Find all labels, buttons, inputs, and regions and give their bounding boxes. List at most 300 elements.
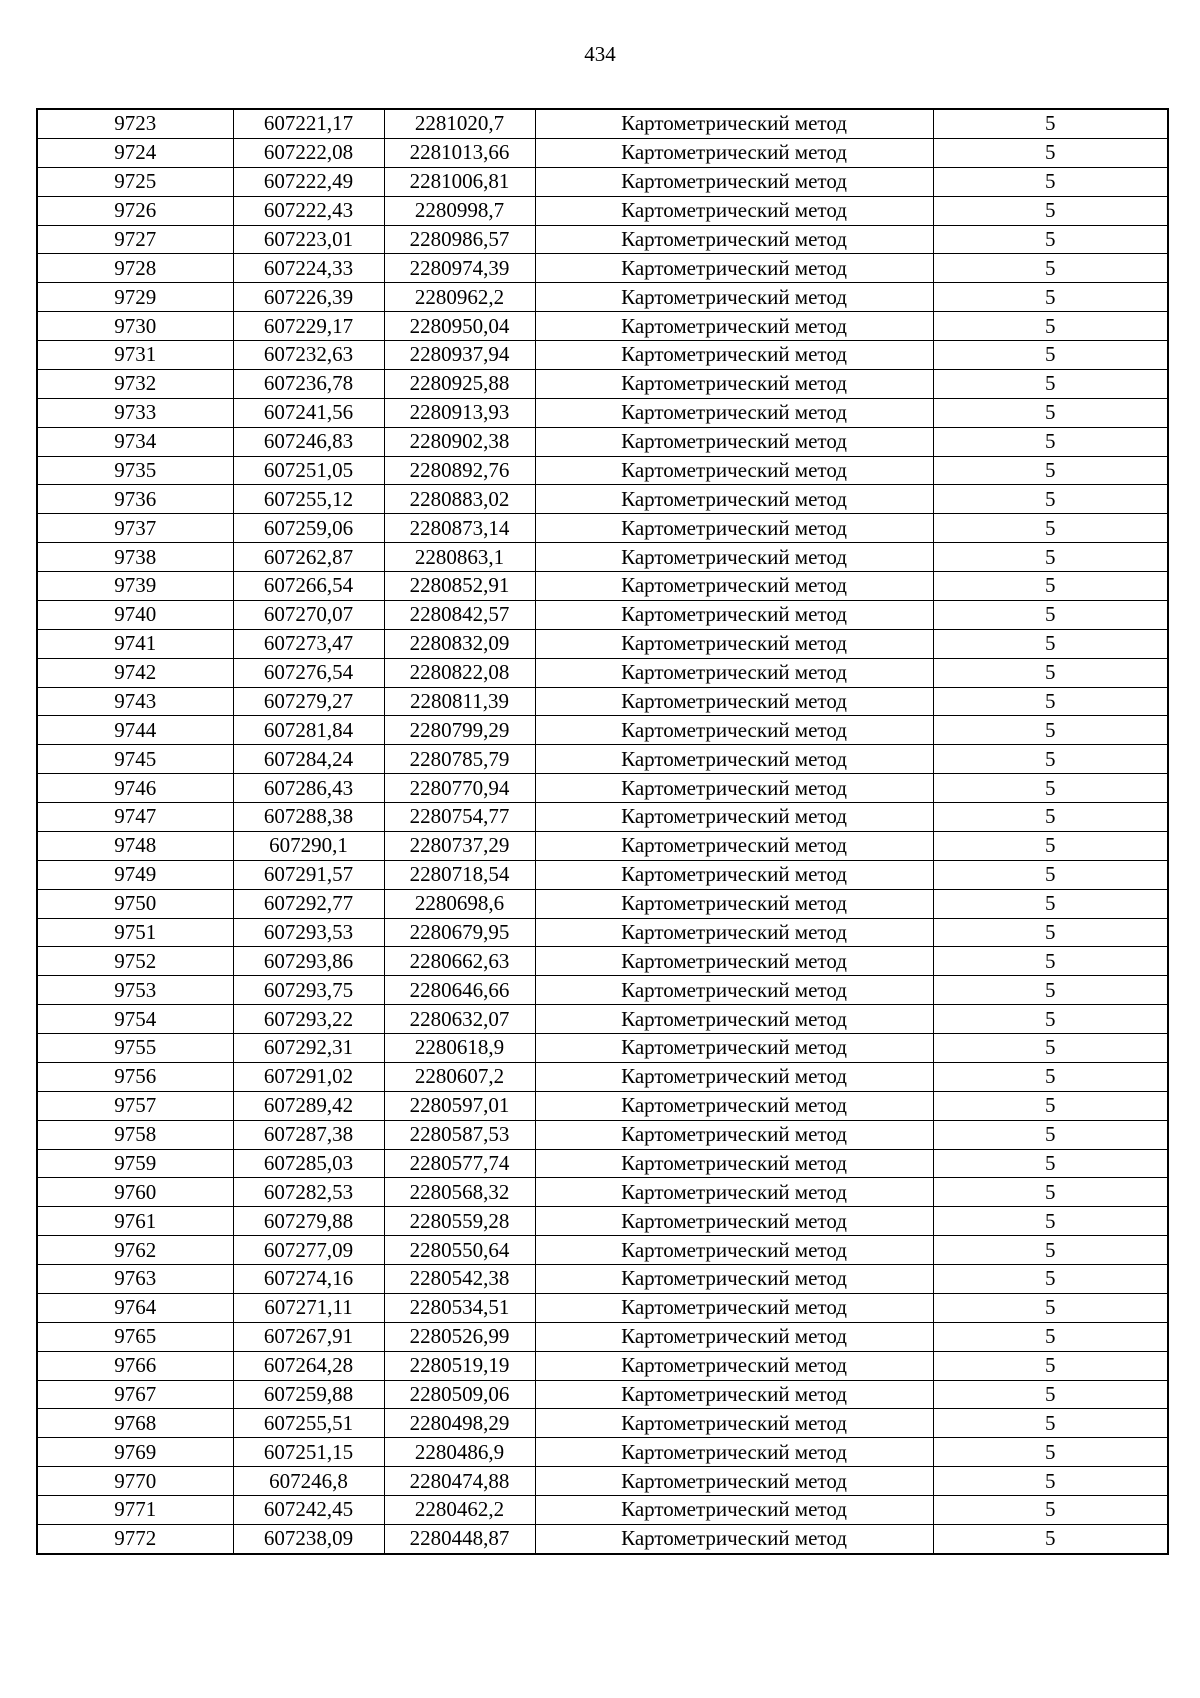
x-coordinate-cell: 607293,86 — [233, 947, 384, 976]
accuracy-cell: 5 — [933, 543, 1168, 572]
table-row — [37, 109, 1168, 138]
point-number-cell: 9730 — [37, 312, 233, 341]
accuracy-cell: 5 — [933, 1467, 1168, 1496]
method-cell: Картометрический метод — [535, 1149, 933, 1178]
method-cell: Картометрический метод — [535, 803, 933, 832]
point-number-cell: 9736 — [37, 485, 233, 514]
point-number-cell: 9745 — [37, 745, 233, 774]
method-cell: Картометрический метод — [535, 283, 933, 312]
y-coordinate-cell: 2280679,95 — [384, 918, 535, 947]
method-cell: Картометрический метод — [535, 427, 933, 456]
method-cell: Картометрический метод — [535, 1496, 933, 1525]
point-number-cell: 9766 — [37, 1351, 233, 1380]
table-row — [37, 774, 1168, 803]
point-number-cell: 9751 — [37, 918, 233, 947]
point-number-cell: 9760 — [37, 1178, 233, 1207]
y-coordinate-cell: 2280925,88 — [384, 369, 535, 398]
accuracy-cell: 5 — [933, 398, 1168, 427]
point-number-cell: 9727 — [37, 225, 233, 254]
table-row — [37, 745, 1168, 774]
method-cell: Картометрический метод — [535, 572, 933, 601]
x-coordinate-cell: 607292,31 — [233, 1034, 384, 1063]
y-coordinate-cell: 2280974,39 — [384, 254, 535, 283]
table-row — [37, 918, 1168, 947]
table-row — [37, 1034, 1168, 1063]
y-coordinate-cell: 2280832,09 — [384, 629, 535, 658]
x-coordinate-cell: 607223,01 — [233, 225, 384, 254]
table-row — [37, 369, 1168, 398]
table-row — [37, 1438, 1168, 1467]
y-coordinate-cell: 2280662,63 — [384, 947, 535, 976]
method-cell: Картометрический метод — [535, 1062, 933, 1091]
x-coordinate-cell: 607293,75 — [233, 976, 384, 1005]
table-row — [37, 976, 1168, 1005]
accuracy-cell: 5 — [933, 341, 1168, 370]
point-number-cell: 9747 — [37, 803, 233, 832]
x-coordinate-cell: 607251,15 — [233, 1438, 384, 1467]
x-coordinate-cell: 607273,47 — [233, 629, 384, 658]
x-coordinate-cell: 607292,77 — [233, 889, 384, 918]
accuracy-cell: 5 — [933, 254, 1168, 283]
y-coordinate-cell: 2280698,6 — [384, 889, 535, 918]
x-coordinate-cell: 607274,16 — [233, 1265, 384, 1294]
point-number-cell: 9752 — [37, 947, 233, 976]
x-coordinate-cell: 607293,53 — [233, 918, 384, 947]
accuracy-cell: 5 — [933, 485, 1168, 514]
accuracy-cell: 5 — [933, 831, 1168, 860]
point-number-cell: 9764 — [37, 1293, 233, 1322]
point-number-cell: 9749 — [37, 860, 233, 889]
method-cell: Картометрический метод — [535, 254, 933, 283]
accuracy-cell: 5 — [933, 109, 1168, 138]
table-row — [37, 600, 1168, 629]
accuracy-cell: 5 — [933, 1496, 1168, 1525]
x-coordinate-cell: 607267,91 — [233, 1322, 384, 1351]
accuracy-cell: 5 — [933, 1207, 1168, 1236]
x-coordinate-cell: 607289,42 — [233, 1091, 384, 1120]
table-row — [37, 283, 1168, 312]
point-number-cell: 9746 — [37, 774, 233, 803]
accuracy-cell: 5 — [933, 312, 1168, 341]
x-coordinate-cell: 607282,53 — [233, 1178, 384, 1207]
y-coordinate-cell: 2280754,77 — [384, 803, 535, 832]
x-coordinate-cell: 607270,07 — [233, 600, 384, 629]
accuracy-cell: 5 — [933, 514, 1168, 543]
method-cell: Картометрический метод — [535, 947, 933, 976]
accuracy-cell: 5 — [933, 600, 1168, 629]
table-row — [37, 196, 1168, 225]
method-cell: Картометрический метод — [535, 456, 933, 485]
accuracy-cell: 5 — [933, 860, 1168, 889]
x-coordinate-cell: 607279,27 — [233, 687, 384, 716]
table-row — [37, 658, 1168, 687]
point-number-cell: 9765 — [37, 1322, 233, 1351]
accuracy-cell: 5 — [933, 167, 1168, 196]
point-number-cell: 9729 — [37, 283, 233, 312]
y-coordinate-cell: 2280902,38 — [384, 427, 535, 456]
table-row — [37, 254, 1168, 283]
y-coordinate-cell: 2280962,2 — [384, 283, 535, 312]
point-number-cell: 9762 — [37, 1236, 233, 1265]
x-coordinate-cell: 607232,63 — [233, 341, 384, 370]
table-row — [37, 716, 1168, 745]
accuracy-cell: 5 — [933, 427, 1168, 456]
y-coordinate-cell: 2280486,9 — [384, 1438, 535, 1467]
y-coordinate-cell: 2280998,7 — [384, 196, 535, 225]
point-number-cell: 9723 — [37, 109, 233, 138]
x-coordinate-cell: 607291,02 — [233, 1062, 384, 1091]
method-cell: Картометрический метод — [535, 196, 933, 225]
point-number-cell: 9768 — [37, 1409, 233, 1438]
accuracy-cell: 5 — [933, 918, 1168, 947]
table-row — [37, 543, 1168, 572]
method-cell: Картометрический метод — [535, 485, 933, 514]
method-cell: Картометрический метод — [535, 138, 933, 167]
accuracy-cell: 5 — [933, 1120, 1168, 1149]
method-cell: Картометрический метод — [535, 1380, 933, 1409]
y-coordinate-cell: 2280873,14 — [384, 514, 535, 543]
point-number-cell: 9761 — [37, 1207, 233, 1236]
table-row — [37, 1062, 1168, 1091]
point-number-cell: 9750 — [37, 889, 233, 918]
accuracy-cell: 5 — [933, 572, 1168, 601]
accuracy-cell: 5 — [933, 947, 1168, 976]
y-coordinate-cell: 2280509,06 — [384, 1380, 535, 1409]
x-coordinate-cell: 607293,22 — [233, 1005, 384, 1034]
y-coordinate-cell: 2280785,79 — [384, 745, 535, 774]
table-row — [37, 1091, 1168, 1120]
method-cell: Картометрический метод — [535, 225, 933, 254]
x-coordinate-cell: 607238,09 — [233, 1524, 384, 1553]
x-coordinate-cell: 607222,43 — [233, 196, 384, 225]
x-coordinate-cell: 607255,12 — [233, 485, 384, 514]
y-coordinate-cell: 2280462,2 — [384, 1496, 535, 1525]
point-number-cell: 9737 — [37, 514, 233, 543]
accuracy-cell: 5 — [933, 1438, 1168, 1467]
accuracy-cell: 5 — [933, 803, 1168, 832]
y-coordinate-cell: 2280950,04 — [384, 312, 535, 341]
table-row — [37, 860, 1168, 889]
point-number-cell: 9724 — [37, 138, 233, 167]
point-number-cell: 9772 — [37, 1524, 233, 1553]
method-cell: Картометрический метод — [535, 341, 933, 370]
accuracy-cell: 5 — [933, 774, 1168, 803]
point-number-cell: 9725 — [37, 167, 233, 196]
accuracy-cell: 5 — [933, 1062, 1168, 1091]
point-number-cell: 9767 — [37, 1380, 233, 1409]
x-coordinate-cell: 607271,11 — [233, 1293, 384, 1322]
table-row — [37, 687, 1168, 716]
accuracy-cell: 5 — [933, 225, 1168, 254]
x-coordinate-cell: 607236,78 — [233, 369, 384, 398]
method-cell: Картометрический метод — [535, 167, 933, 196]
point-number-cell: 9770 — [37, 1467, 233, 1496]
table-row — [37, 1293, 1168, 1322]
point-number-cell: 9726 — [37, 196, 233, 225]
y-coordinate-cell: 2280597,01 — [384, 1091, 535, 1120]
x-coordinate-cell: 607277,09 — [233, 1236, 384, 1265]
point-number-cell: 9738 — [37, 543, 233, 572]
x-coordinate-cell: 607266,54 — [233, 572, 384, 601]
method-cell: Картометрический метод — [535, 109, 933, 138]
point-number-cell: 9733 — [37, 398, 233, 427]
x-coordinate-cell: 607285,03 — [233, 1149, 384, 1178]
table-row — [37, 1207, 1168, 1236]
x-coordinate-cell: 607241,56 — [233, 398, 384, 427]
y-coordinate-cell: 2280618,9 — [384, 1034, 535, 1063]
accuracy-cell: 5 — [933, 889, 1168, 918]
accuracy-cell: 5 — [933, 1091, 1168, 1120]
point-number-cell: 9748 — [37, 831, 233, 860]
point-number-cell: 9732 — [37, 369, 233, 398]
x-coordinate-cell: 607287,38 — [233, 1120, 384, 1149]
method-cell: Картометрический метод — [535, 312, 933, 341]
table-row — [37, 572, 1168, 601]
y-coordinate-cell: 2280892,76 — [384, 456, 535, 485]
point-number-cell: 9734 — [37, 427, 233, 456]
x-coordinate-cell: 607222,49 — [233, 167, 384, 196]
y-coordinate-cell: 2280852,91 — [384, 572, 535, 601]
x-coordinate-cell: 607242,45 — [233, 1496, 384, 1525]
page-number: 434 — [584, 42, 616, 66]
accuracy-cell: 5 — [933, 1149, 1168, 1178]
method-cell: Картометрический метод — [535, 658, 933, 687]
point-number-cell: 9754 — [37, 1005, 233, 1034]
x-coordinate-cell: 607246,8 — [233, 1467, 384, 1496]
method-cell: Картометрический метод — [535, 1005, 933, 1034]
point-number-cell: 9731 — [37, 341, 233, 370]
point-number-cell: 9771 — [37, 1496, 233, 1525]
method-cell: Картометрический метод — [535, 1351, 933, 1380]
table-row — [37, 629, 1168, 658]
method-cell: Картометрический метод — [535, 1091, 933, 1120]
method-cell: Картометрический метод — [535, 1265, 933, 1294]
method-cell: Картометрический метод — [535, 774, 933, 803]
x-coordinate-cell: 607279,88 — [233, 1207, 384, 1236]
table-row — [37, 947, 1168, 976]
table-row — [37, 485, 1168, 514]
x-coordinate-cell: 607221,17 — [233, 109, 384, 138]
x-coordinate-cell: 607259,06 — [233, 514, 384, 543]
table-row — [37, 1351, 1168, 1380]
point-number-cell: 9757 — [37, 1091, 233, 1120]
x-coordinate-cell: 607259,88 — [233, 1380, 384, 1409]
method-cell: Картометрический метод — [535, 1207, 933, 1236]
y-coordinate-cell: 2280526,99 — [384, 1322, 535, 1351]
table-row — [37, 456, 1168, 485]
table-row — [37, 514, 1168, 543]
point-number-cell: 9756 — [37, 1062, 233, 1091]
y-coordinate-cell: 2280632,07 — [384, 1005, 535, 1034]
point-number-cell: 9763 — [37, 1265, 233, 1294]
method-cell: Картометрический метод — [535, 860, 933, 889]
method-cell: Картометрический метод — [535, 543, 933, 572]
table-row — [37, 1120, 1168, 1149]
point-number-cell: 9741 — [37, 629, 233, 658]
point-number-cell: 9744 — [37, 716, 233, 745]
method-cell: Картометрический метод — [535, 1034, 933, 1063]
y-coordinate-cell: 2280913,93 — [384, 398, 535, 427]
x-coordinate-cell: 607222,08 — [233, 138, 384, 167]
method-cell: Картометрический метод — [535, 1467, 933, 1496]
accuracy-cell: 5 — [933, 1034, 1168, 1063]
point-number-cell: 9743 — [37, 687, 233, 716]
table-row — [37, 803, 1168, 832]
x-coordinate-cell: 607255,51 — [233, 1409, 384, 1438]
accuracy-cell: 5 — [933, 1322, 1168, 1351]
y-coordinate-cell: 2280937,94 — [384, 341, 535, 370]
table-row — [37, 1524, 1168, 1553]
table-row — [37, 1005, 1168, 1034]
method-cell: Картометрический метод — [535, 1236, 933, 1265]
y-coordinate-cell: 2280519,19 — [384, 1351, 535, 1380]
table-row — [37, 1236, 1168, 1265]
method-cell: Картометрический метод — [535, 629, 933, 658]
y-coordinate-cell: 2281006,81 — [384, 167, 535, 196]
x-coordinate-cell: 607246,83 — [233, 427, 384, 456]
point-number-cell: 9740 — [37, 600, 233, 629]
x-coordinate-cell: 607264,28 — [233, 1351, 384, 1380]
point-number-cell: 9742 — [37, 658, 233, 687]
y-coordinate-cell: 2280474,88 — [384, 1467, 535, 1496]
coordinates-table — [36, 108, 1169, 1555]
x-coordinate-cell: 607226,39 — [233, 283, 384, 312]
method-cell: Картометрический метод — [535, 976, 933, 1005]
table-row — [37, 1380, 1168, 1409]
point-number-cell: 9758 — [37, 1120, 233, 1149]
table-row — [37, 312, 1168, 341]
y-coordinate-cell: 2280986,57 — [384, 225, 535, 254]
y-coordinate-cell: 2280737,29 — [384, 831, 535, 860]
point-number-cell: 9728 — [37, 254, 233, 283]
table-row — [37, 138, 1168, 167]
point-number-cell: 9739 — [37, 572, 233, 601]
x-coordinate-cell: 607291,57 — [233, 860, 384, 889]
y-coordinate-cell: 2280863,1 — [384, 543, 535, 572]
accuracy-cell: 5 — [933, 1524, 1168, 1553]
table-row — [37, 1265, 1168, 1294]
y-coordinate-cell: 2280559,28 — [384, 1207, 535, 1236]
y-coordinate-cell: 2280822,08 — [384, 658, 535, 687]
accuracy-cell: 5 — [933, 716, 1168, 745]
accuracy-cell: 5 — [933, 687, 1168, 716]
y-coordinate-cell: 2280646,66 — [384, 976, 535, 1005]
accuracy-cell: 5 — [933, 1005, 1168, 1034]
accuracy-cell: 5 — [933, 283, 1168, 312]
x-coordinate-cell: 607229,17 — [233, 312, 384, 341]
method-cell: Картометрический метод — [535, 1322, 933, 1351]
point-number-cell: 9753 — [37, 976, 233, 1005]
method-cell: Картометрический метод — [535, 831, 933, 860]
accuracy-cell: 5 — [933, 745, 1168, 774]
y-coordinate-cell: 2280770,94 — [384, 774, 535, 803]
y-coordinate-cell: 2280607,2 — [384, 1062, 535, 1091]
accuracy-cell: 5 — [933, 629, 1168, 658]
table-row — [37, 889, 1168, 918]
method-cell: Картометрический метод — [535, 398, 933, 427]
y-coordinate-cell: 2281020,7 — [384, 109, 535, 138]
table-row — [37, 1409, 1168, 1438]
x-coordinate-cell: 607290,1 — [233, 831, 384, 860]
method-cell: Картометрический метод — [535, 745, 933, 774]
method-cell: Картометрический метод — [535, 1409, 933, 1438]
accuracy-cell: 5 — [933, 1351, 1168, 1380]
y-coordinate-cell: 2280568,32 — [384, 1178, 535, 1207]
accuracy-cell: 5 — [933, 1380, 1168, 1409]
x-coordinate-cell: 607286,43 — [233, 774, 384, 803]
accuracy-cell: 5 — [933, 1265, 1168, 1294]
table-row — [37, 398, 1168, 427]
method-cell: Картометрический метод — [535, 369, 933, 398]
method-cell: Картометрический метод — [535, 918, 933, 947]
y-coordinate-cell: 2280799,29 — [384, 716, 535, 745]
method-cell: Картометрический метод — [535, 716, 933, 745]
accuracy-cell: 5 — [933, 1236, 1168, 1265]
x-coordinate-cell: 607262,87 — [233, 543, 384, 572]
table-row — [37, 167, 1168, 196]
table-row — [37, 1178, 1168, 1207]
method-cell: Картометрический метод — [535, 1438, 933, 1467]
table-row — [37, 1149, 1168, 1178]
x-coordinate-cell: 607251,05 — [233, 456, 384, 485]
y-coordinate-cell: 2280718,54 — [384, 860, 535, 889]
y-coordinate-cell: 2280498,29 — [384, 1409, 535, 1438]
x-coordinate-cell: 607284,24 — [233, 745, 384, 774]
y-coordinate-cell: 2280534,51 — [384, 1293, 535, 1322]
y-coordinate-cell: 2280587,53 — [384, 1120, 535, 1149]
accuracy-cell: 5 — [933, 1409, 1168, 1438]
accuracy-cell: 5 — [933, 196, 1168, 225]
method-cell: Картометрический метод — [535, 1178, 933, 1207]
method-cell: Картометрический метод — [535, 600, 933, 629]
method-cell: Картометрический метод — [535, 1120, 933, 1149]
table-row — [37, 341, 1168, 370]
point-number-cell: 9769 — [37, 1438, 233, 1467]
point-number-cell: 9735 — [37, 456, 233, 485]
method-cell: Картометрический метод — [535, 514, 933, 543]
accuracy-cell: 5 — [933, 138, 1168, 167]
y-coordinate-cell: 2280577,74 — [384, 1149, 535, 1178]
point-number-cell: 9755 — [37, 1034, 233, 1063]
table-row — [37, 1496, 1168, 1525]
table-row — [37, 1467, 1168, 1496]
x-coordinate-cell: 607288,38 — [233, 803, 384, 832]
method-cell: Картометрический метод — [535, 1524, 933, 1553]
y-coordinate-cell: 2280550,64 — [384, 1236, 535, 1265]
table-row — [37, 1322, 1168, 1351]
accuracy-cell: 5 — [933, 658, 1168, 687]
method-cell: Картометрический метод — [535, 687, 933, 716]
table-row — [37, 427, 1168, 456]
y-coordinate-cell: 2280811,39 — [384, 687, 535, 716]
accuracy-cell: 5 — [933, 369, 1168, 398]
x-coordinate-cell: 607281,84 — [233, 716, 384, 745]
accuracy-cell: 5 — [933, 1293, 1168, 1322]
accuracy-cell: 5 — [933, 976, 1168, 1005]
table-row — [37, 225, 1168, 254]
y-coordinate-cell: 2281013,66 — [384, 138, 535, 167]
y-coordinate-cell: 2280448,87 — [384, 1524, 535, 1553]
accuracy-cell: 5 — [933, 1178, 1168, 1207]
x-coordinate-cell: 607224,33 — [233, 254, 384, 283]
y-coordinate-cell: 2280883,02 — [384, 485, 535, 514]
accuracy-cell: 5 — [933, 456, 1168, 485]
y-coordinate-cell: 2280842,57 — [384, 600, 535, 629]
y-coordinate-cell: 2280542,38 — [384, 1265, 535, 1294]
method-cell: Картометрический метод — [535, 889, 933, 918]
x-coordinate-cell: 607276,54 — [233, 658, 384, 687]
method-cell: Картометрический метод — [535, 1293, 933, 1322]
